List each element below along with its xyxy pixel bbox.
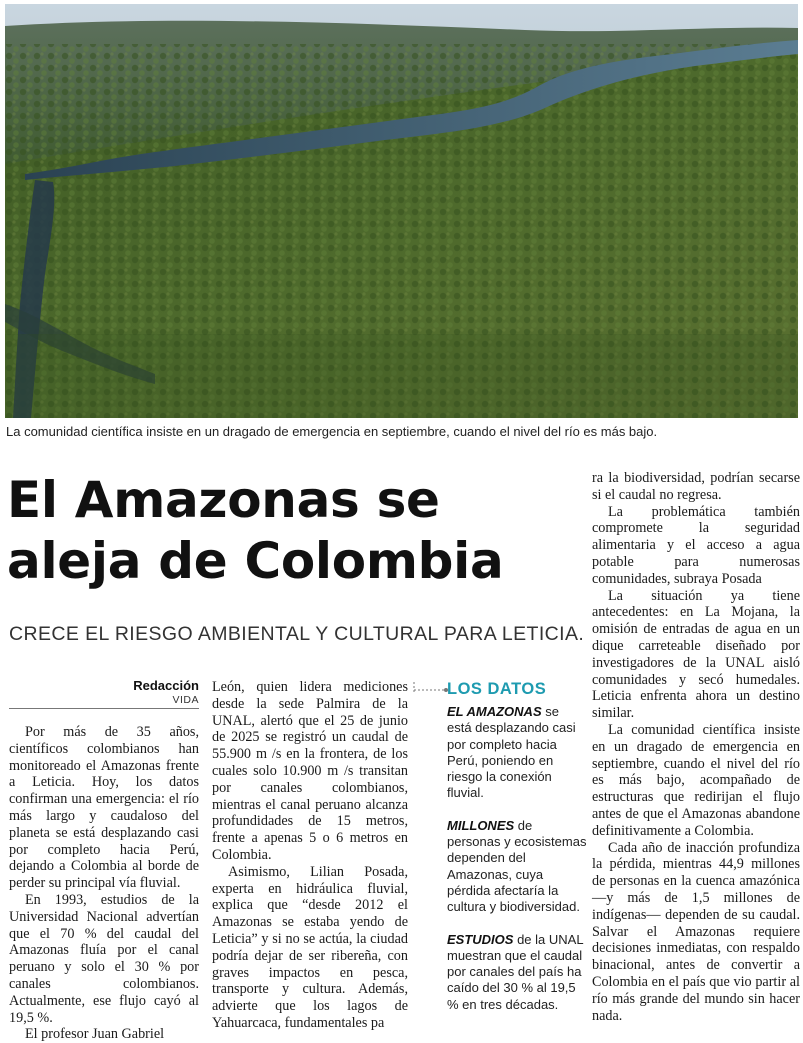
dato-text: se está desplazando casi por completo hacia Perú, poniendo en riesgo la conexión fluvial. — [447, 704, 576, 801]
photo-caption: La comunidad científica insiste en un dragado de emergencia en septiembre, cuando el nivel del río es más bajo. — [6, 424, 658, 439]
dato-text: de personas y ecosistemas dependen del Amazonas, cuya pérdida afectaría la cultura y biodiversidad. — [447, 817, 587, 915]
dato-item — [447, 818, 587, 916]
headline-line-1: El Amazonas se — [7, 471, 440, 529]
dato-item — [447, 704, 587, 802]
dato-item — [447, 932, 587, 1013]
article-column-2 — [212, 679, 408, 1032]
los-datos-title: LOS DATOS — [447, 680, 547, 698]
article-paragraph: Asimismo, Lilian Posada, experta en hidráulica fluvial, explica que “desde 2012 el Amazonas se estaba yendo de Leticia” y si no se actúa, la ciudad podría dejar de ser ribereña, con graves impactos en pesca, transporte y cultura. Además, advierte que los lagos de Yahuarcaca, fundamentales pa — [212, 863, 408, 1031]
headline-line-2: aleja de Colombia — [7, 532, 504, 590]
article-paragraph: La problemática también compromete la seguridad alimentaria y el acceso a agua potable para numerosas comunidades, subraya Posada — [592, 503, 800, 587]
article-paragraph: En 1993, estudios de la Universidad Nacional advertían que el 70 % del caudal del Amazonas fluía por el canal peruano y solo el 30 % por canales colombianos. Actualmente, ese flujo cayó al 19,5 %. — [9, 891, 199, 1026]
subtitle: CRECE EL RIESGO AMBIENTAL Y CULTURAL PARA LETICIA. — [9, 623, 585, 645]
article-paragraph: El profesor Juan Gabriel — [25, 1026, 165, 1043]
article-paragraph-continued: León, quien lidera mediciones desde la sede Palmira de la UNAL, alertó que el 25 de junio de 2025 se registró un caudal de 55.900 m /s en la frontera, de los cuales solo 10.900 m /s transitan por canales colombianos, mientras el canal peruano alcanza profundidades de 15 metros, frente a apenas 5 o 6 metros en Colombia. — [212, 679, 408, 863]
headline — [7, 470, 587, 592]
article-paragraph: Cada año de inacción profundiza la pérdida, mientras 44,9 millones de personas en la cuenca amazónica —y más de 1,5 millones de indígenas— dependen de su caudal. Salvar el Amazonas requiere decisiones inmediatas, con respaldo binacional, antes de convertir a Colombia en el país que vio partir al río más grande del mundo sin hacer nada. — [592, 839, 800, 1024]
dato-lead: MILLONES — [447, 817, 515, 833]
los-datos-box — [447, 679, 587, 1029]
byline-author: Redacción — [133, 678, 199, 693]
amazon-aerial-photo — [5, 4, 798, 418]
datos-connector-line — [412, 680, 448, 692]
dato-text: de la UNAL muestran que el caudal por canales del país ha caído del 30 % al 19,5 % en tres décadas. — [447, 931, 584, 1012]
article-paragraph: La situación ya tiene antecedentes: en La Mojana, la omisión de entradas de agua en un dique carreteable diseñado por investigadores de la UNAL aisló comunidades y secó humedales. Leticia enfrenta ahora un destino similar. — [592, 587, 800, 722]
dato-lead: EL AMAZONAS — [447, 704, 542, 719]
byline-section: VIDA — [9, 694, 199, 709]
article-column-4 — [592, 470, 800, 1024]
dato-lead: ESTUDIOS — [447, 931, 514, 947]
article-paragraph: La comunidad científica insiste en un dragado de emergencia en septiembre, cuando el nivel del río es más bajo, acompañado de estructuras que redirijan el flujo antes de que el Amazonas abandone definitivamente a Colombia. — [592, 721, 800, 839]
article-column-1 — [9, 724, 199, 1043]
article-paragraph: Por más de 35 años, científicos colombianos han monitoreado el Amazonas frente a Leticia. Hoy, los datos confirman una emergencia: el río más largo y caudaloso del planeta se está desplazando casi por completo hacia Perú, dejando a Colombia al borde de perder su principal vía fluvial. — [9, 724, 199, 892]
byline — [9, 678, 199, 709]
article-paragraph-continued: ra la biodiversidad, podrían secarse si el caudal no regresa. — [592, 470, 800, 503]
